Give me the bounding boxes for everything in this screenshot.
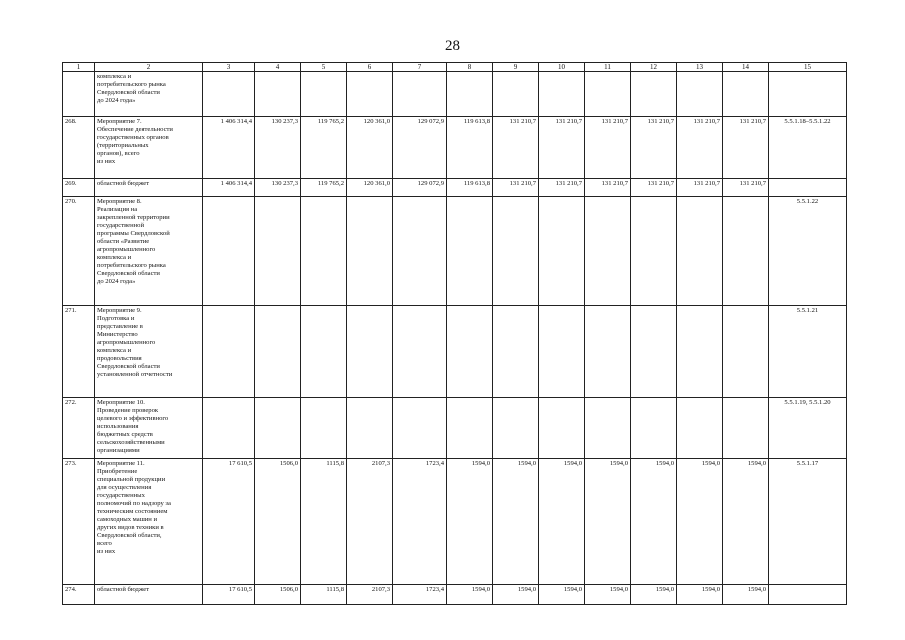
- description-line: государственной: [97, 222, 144, 229]
- value-cell: [255, 72, 301, 117]
- value-cell: 1115,8: [301, 585, 347, 605]
- description-line: всего: [97, 540, 112, 547]
- value-cell: 131 210,7: [585, 117, 631, 179]
- description-line: области «Развитие: [97, 238, 150, 245]
- description-line: государственных органов: [97, 134, 169, 141]
- value-cell: 119 613,8: [447, 117, 493, 179]
- value-cell: 130 237,3: [255, 179, 301, 197]
- value-cell: [447, 72, 493, 117]
- header-cell: 13: [677, 63, 723, 72]
- value-cell: 130 237,3: [255, 117, 301, 179]
- value-cell: [447, 306, 493, 398]
- value-cell: [393, 398, 447, 459]
- header-cell: 3: [203, 63, 255, 72]
- table-header-row: [63, 63, 847, 72]
- value-cell: [447, 197, 493, 306]
- header-cell: 14: [723, 63, 769, 72]
- value-cell: [301, 398, 347, 459]
- row-number: 274.: [63, 585, 95, 605]
- value-cell: 131 210,7: [723, 179, 769, 197]
- page-number: 28: [445, 38, 460, 54]
- header-cell: 10: [539, 63, 585, 72]
- table-row: [63, 398, 847, 459]
- description-line: комплекса и: [97, 254, 132, 261]
- value-cell: [585, 72, 631, 117]
- value-cell: 1594,0: [539, 585, 585, 605]
- row-number: 273.: [63, 459, 95, 585]
- description-line: Свердловской области: [97, 363, 160, 370]
- value-cell: [677, 197, 723, 306]
- description-line: агропромышленного: [97, 246, 156, 253]
- header-cell: 4: [255, 63, 301, 72]
- header-cell: 12: [631, 63, 677, 72]
- value-cell: [677, 306, 723, 398]
- value-cell: [347, 306, 393, 398]
- value-cell: 131 210,7: [677, 117, 723, 179]
- row-description: [95, 306, 203, 398]
- description-line: для осуществления: [97, 484, 152, 491]
- header-cell: 2: [95, 63, 203, 72]
- value-cell: 1594,0: [447, 585, 493, 605]
- value-cell: [677, 72, 723, 117]
- target-code: 5.5.1.22: [769, 197, 847, 306]
- value-cell: [301, 72, 347, 117]
- value-cell: 120 361,0: [347, 117, 393, 179]
- target-code: 5.5.1.21: [769, 306, 847, 398]
- value-cell: [585, 197, 631, 306]
- table-row: [63, 117, 847, 179]
- value-cell: 1594,0: [585, 459, 631, 585]
- value-cell: 1594,0: [631, 459, 677, 585]
- value-cell: 131 210,7: [723, 117, 769, 179]
- value-cell: 131 210,7: [631, 179, 677, 197]
- description-line: (территориальных: [97, 142, 149, 149]
- target-code: 5.5.1.19, 5.5.1.20: [769, 398, 847, 459]
- value-cell: [301, 306, 347, 398]
- value-cell: 1506,0: [255, 585, 301, 605]
- description-line: техническим состоянием: [97, 508, 168, 515]
- value-cell: [539, 398, 585, 459]
- value-cell: 131 210,7: [631, 117, 677, 179]
- header-cell: 1: [63, 63, 95, 72]
- header-cell: 15: [769, 63, 847, 72]
- table-row: [63, 306, 847, 398]
- value-cell: [255, 306, 301, 398]
- value-cell: 1594,0: [539, 459, 585, 585]
- value-cell: [539, 306, 585, 398]
- value-cell: 129 072,9: [393, 179, 447, 197]
- description-line: Мероприятие 10.: [97, 399, 145, 406]
- value-cell: [585, 306, 631, 398]
- value-cell: 131 210,7: [539, 179, 585, 197]
- value-cell: 1723,4: [393, 459, 447, 585]
- description-line: до 2024 года»: [97, 97, 136, 104]
- header-cell: 11: [585, 63, 631, 72]
- value-cell: 1594,0: [493, 585, 539, 605]
- value-cell: [255, 398, 301, 459]
- value-cell: [539, 197, 585, 306]
- description-line: государственных: [97, 492, 145, 499]
- target-code: 5.5.1.18–5.5.1.22: [769, 117, 847, 179]
- table-row: [63, 585, 847, 605]
- target-code: [769, 585, 847, 605]
- value-cell: [631, 197, 677, 306]
- value-cell: [493, 197, 539, 306]
- description-line: потребительского рынка: [97, 262, 166, 269]
- value-cell: 1594,0: [631, 585, 677, 605]
- header-cell: 5: [301, 63, 347, 72]
- target-code: [769, 179, 847, 197]
- value-cell: [631, 398, 677, 459]
- value-cell: 131 210,7: [493, 179, 539, 197]
- value-cell: [393, 72, 447, 117]
- description-line: Свердловской области: [97, 270, 160, 277]
- table-row: [63, 179, 847, 197]
- program-table: [62, 62, 847, 605]
- description-line: до 2024 года»: [97, 278, 136, 285]
- description-line: Обеспечение деятельности: [97, 126, 173, 133]
- value-cell: 1594,0: [677, 459, 723, 585]
- value-cell: [347, 197, 393, 306]
- row-description: [95, 398, 203, 459]
- value-cell: [585, 398, 631, 459]
- description-line: использования: [97, 423, 139, 430]
- row-number: 268.: [63, 117, 95, 179]
- description-line: потребительского рынка: [97, 81, 166, 88]
- row-number: 271.: [63, 306, 95, 398]
- value-cell: [723, 306, 769, 398]
- value-cell: 131 210,7: [677, 179, 723, 197]
- description-line: самоходных машин и: [97, 516, 158, 523]
- description-line: Реализация на: [97, 206, 138, 213]
- description-line: установленной отчетности: [97, 371, 173, 378]
- table-row: [63, 459, 847, 585]
- row-number: [63, 72, 95, 117]
- target-code: 5.5.1.17: [769, 459, 847, 585]
- value-cell: 129 072,9: [393, 117, 447, 179]
- description-line: специальной продукции: [97, 476, 166, 483]
- description-line: из них: [97, 158, 116, 165]
- description-line: сельскохозяйственными: [97, 439, 165, 446]
- description-line: органов), всего: [97, 150, 140, 157]
- row-description: [95, 179, 203, 197]
- description-line: областной бюджет: [97, 180, 150, 187]
- row-number: 272.: [63, 398, 95, 459]
- row-description: [95, 72, 203, 117]
- value-cell: [255, 197, 301, 306]
- value-cell: 17 610,5: [203, 585, 255, 605]
- value-cell: [447, 398, 493, 459]
- value-cell: 120 361,0: [347, 179, 393, 197]
- value-cell: [493, 398, 539, 459]
- value-cell: [539, 72, 585, 117]
- value-cell: [203, 197, 255, 306]
- value-cell: [493, 306, 539, 398]
- description-line: организациями: [97, 447, 140, 454]
- row-description: [95, 459, 203, 585]
- header-cell: 6: [347, 63, 393, 72]
- value-cell: 1594,0: [447, 459, 493, 585]
- description-line: Мероприятие 9.: [97, 307, 142, 314]
- value-cell: 1594,0: [723, 459, 769, 585]
- value-cell: [203, 398, 255, 459]
- header-cell: 8: [447, 63, 493, 72]
- description-line: целевого и эффективного: [97, 415, 169, 422]
- value-cell: [723, 72, 769, 117]
- value-cell: [723, 398, 769, 459]
- description-line: бюджетных средств: [97, 431, 153, 438]
- description-line: комплекса и: [97, 73, 132, 80]
- description-line: Мероприятие 11.: [97, 460, 145, 467]
- description-line: Проведение проверок: [97, 407, 159, 414]
- value-cell: [631, 306, 677, 398]
- description-line: Мероприятие 7.: [97, 118, 142, 125]
- value-cell: 1594,0: [585, 585, 631, 605]
- value-cell: 119 765,2: [301, 117, 347, 179]
- value-cell: 1115,8: [301, 459, 347, 585]
- value-cell: [347, 72, 393, 117]
- value-cell: 119 765,2: [301, 179, 347, 197]
- row-description: [95, 197, 203, 306]
- description-line: Подготовка и: [97, 315, 135, 322]
- value-cell: 119 613,8: [447, 179, 493, 197]
- description-line: Приобретение: [97, 468, 138, 475]
- description-line: продовольствия: [97, 355, 142, 362]
- description-line: полномочий по надзору за: [97, 500, 171, 507]
- description-line: Мероприятие 8.: [97, 198, 142, 205]
- value-cell: 1723,4: [393, 585, 447, 605]
- value-cell: [493, 72, 539, 117]
- header-cell: 9: [493, 63, 539, 72]
- value-cell: [203, 306, 255, 398]
- value-cell: [393, 197, 447, 306]
- value-cell: [723, 197, 769, 306]
- value-cell: 2107,3: [347, 459, 393, 585]
- value-cell: 1 406 314,4: [203, 117, 255, 179]
- row-description: [95, 117, 203, 179]
- description-line: комплекса и: [97, 347, 132, 354]
- value-cell: [631, 72, 677, 117]
- value-cell: [393, 306, 447, 398]
- target-code: [769, 72, 847, 117]
- value-cell: [677, 398, 723, 459]
- table-row: [63, 197, 847, 306]
- description-line: закрепленной территории: [97, 214, 170, 221]
- description-line: представление в: [97, 323, 143, 330]
- description-line: агропромышленного: [97, 339, 156, 346]
- value-cell: [301, 197, 347, 306]
- description-line: из них: [97, 548, 116, 555]
- row-number: 269.: [63, 179, 95, 197]
- row-number: 270.: [63, 197, 95, 306]
- description-line: Свердловской области: [97, 89, 160, 96]
- value-cell: 1 406 314,4: [203, 179, 255, 197]
- value-cell: 131 210,7: [585, 179, 631, 197]
- value-cell: 1594,0: [677, 585, 723, 605]
- value-cell: 131 210,7: [539, 117, 585, 179]
- description-line: Свердловской области,: [97, 532, 162, 539]
- value-cell: 1594,0: [493, 459, 539, 585]
- value-cell: 131 210,7: [493, 117, 539, 179]
- description-line: других видов техники в: [97, 524, 164, 531]
- header-cell: 7: [393, 63, 447, 72]
- value-cell: [203, 72, 255, 117]
- value-cell: [347, 398, 393, 459]
- value-cell: 17 610,5: [203, 459, 255, 585]
- description-line: Министерство: [97, 331, 138, 338]
- value-cell: 2107,3: [347, 585, 393, 605]
- table-row: [63, 72, 847, 117]
- description-line: областной бюджет: [97, 586, 150, 593]
- row-description: [95, 585, 203, 605]
- value-cell: 1594,0: [723, 585, 769, 605]
- value-cell: 1506,0: [255, 459, 301, 585]
- description-line: программы Свердловской: [97, 230, 170, 237]
